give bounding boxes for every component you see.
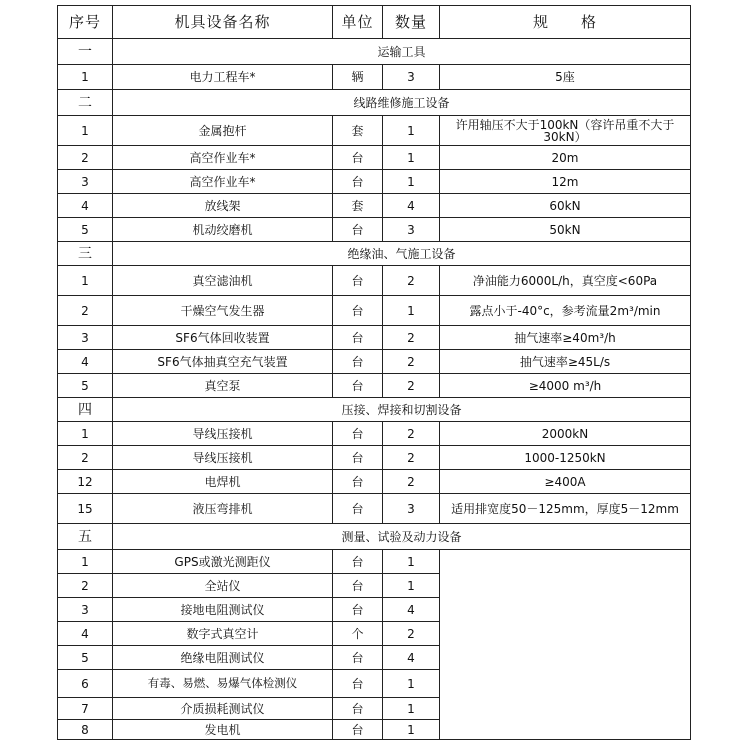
table-row [58,170,691,194]
row-unit: 台 [333,326,383,350]
table-row [58,116,691,146]
row-spec: 露点小于-40°c，参考流量2m³/min [440,296,691,326]
row-unit: 台 [333,146,383,170]
row-name: 绝缘电阻测试仪 [113,646,333,670]
row-unit: 个 [333,622,383,646]
row-unit: 台 [333,266,383,296]
table-row [58,296,691,326]
table-row [58,266,691,296]
row-unit: 台 [333,296,383,326]
row-seq: 2 [58,296,113,326]
row-unit: 套 [333,116,383,146]
table-row [58,374,691,398]
row-qty: 4 [383,598,440,622]
row-unit: 台 [333,646,383,670]
row-name: 电焊机 [113,470,333,494]
row-spec: 1000-1250kN [440,446,691,470]
row-qty: 3 [383,218,440,242]
row-name: 导线压接机 [113,446,333,470]
row-qty: 1 [383,720,440,740]
row-spec: 2000kN [440,422,691,446]
table-row [58,446,691,470]
section-title: 绝缘油、气施工设备 [113,242,691,266]
row-name: 液压弯排机 [113,494,333,524]
row-name: 接地电阻测试仪 [113,598,333,622]
section-number: 四 [58,398,113,422]
row-qty: 4 [383,194,440,218]
row-seq: 15 [58,494,113,524]
table-row [58,326,691,350]
row-qty: 1 [383,574,440,598]
section-title: 线路维修施工设备 [113,90,691,116]
row-qty: 2 [383,622,440,646]
row-qty: 1 [383,670,440,698]
row-seq: 2 [58,446,113,470]
row-seq: 1 [58,266,113,296]
table-row [58,350,691,374]
row-unit: 台 [333,470,383,494]
table-row [58,218,691,242]
row-unit: 台 [333,720,383,740]
row-qty: 3 [383,65,440,90]
row-name: 高空作业车* [113,170,333,194]
row-spec: 抽气速率≥40m³/h [440,326,691,350]
row-unit: 台 [333,670,383,698]
row-seq: 12 [58,470,113,494]
row-unit: 辆 [333,65,383,90]
row-seq: 5 [58,218,113,242]
section-header-row [58,524,691,550]
row-spec: 许用轴压不大于100kN（容许吊重不大于30kN） [440,116,691,146]
row-name: 介质损耗测试仪 [113,698,333,720]
table-row [58,146,691,170]
row-seq: 3 [58,598,113,622]
row-qty: 3 [383,494,440,524]
header-qty: 数量 [383,6,440,39]
row-spec: 60kN [440,194,691,218]
row-unit: 台 [333,422,383,446]
row-seq: 1 [58,550,113,574]
section-number: 二 [58,90,113,116]
row-unit: 台 [333,374,383,398]
row-name: 有毒、易燃、易爆气体检测仪 [113,670,333,698]
row-name: SF6气体抽真空充气装置 [113,350,333,374]
section-title: 压接、焊接和切割设备 [113,398,691,422]
row-qty: 1 [383,146,440,170]
row-name: SF6气体回收装置 [113,326,333,350]
row-spec: 5座 [440,65,691,90]
row-spec: 50kN [440,218,691,242]
row-seq: 3 [58,326,113,350]
section-header-row [58,242,691,266]
row-seq: 4 [58,350,113,374]
table-row [58,550,691,574]
row-seq: 5 [58,374,113,398]
row-name: 数字式真空计 [113,622,333,646]
equipment-table [57,5,691,740]
row-unit: 台 [333,170,383,194]
row-qty: 2 [383,470,440,494]
row-spec: 12m [440,170,691,194]
section-header-row [58,39,691,65]
row-spec: 20m [440,146,691,170]
table-row [58,194,691,218]
row-unit: 台 [333,494,383,524]
table-row [58,422,691,446]
row-unit: 台 [333,550,383,574]
row-seq: 6 [58,670,113,698]
row-spec: 抽气速率≥45L/s [440,350,691,374]
header-unit: 单位 [333,6,383,39]
row-name: 放线架 [113,194,333,218]
row-unit: 台 [333,598,383,622]
row-name: 机动绞磨机 [113,218,333,242]
section-header-row [58,90,691,116]
row-name: 真空泵 [113,374,333,398]
row-seq: 2 [58,146,113,170]
row-unit: 台 [333,350,383,374]
section-title: 运输工具 [113,39,691,65]
header-seq: 序号 [58,6,113,39]
row-seq: 1 [58,116,113,146]
section-number: 一 [58,39,113,65]
row-seq: 5 [58,646,113,670]
row-unit: 台 [333,218,383,242]
row-qty: 1 [383,296,440,326]
row-qty: 2 [383,422,440,446]
row-qty: 2 [383,266,440,296]
row-seq: 4 [58,622,113,646]
section-number: 五 [58,524,113,550]
row-seq: 1 [58,422,113,446]
row-qty: 1 [383,116,440,146]
row-seq: 2 [58,574,113,598]
row-qty: 1 [383,698,440,720]
row-name: 金属抱杆 [113,116,333,146]
row-unit: 台 [333,446,383,470]
row-spec: 净油能力6000L/h，真空度<60Pa [440,266,691,296]
row-name: 高空作业车* [113,146,333,170]
row-spec: ≥400A [440,470,691,494]
table-row [58,494,691,524]
row-qty: 2 [383,446,440,470]
table-row [58,470,691,494]
row-seq: 8 [58,720,113,740]
row-unit: 台 [333,698,383,720]
section-title: 测量、试验及动力设备 [113,524,691,550]
row-seq: 7 [58,698,113,720]
row-name: 真空滤油机 [113,266,333,296]
row-seq: 3 [58,170,113,194]
row-unit: 台 [333,574,383,598]
row-spec [440,550,691,740]
row-name: 电力工程车* [113,65,333,90]
row-unit: 套 [333,194,383,218]
header-spec: 规 格 [440,6,691,39]
row-spec: 适用排宽度50－125mm，厚度5－12mm [440,494,691,524]
row-name: 干燥空气发生器 [113,296,333,326]
table-row [58,65,691,90]
header-row [58,6,691,39]
row-spec: ≥4000 m³/h [440,374,691,398]
header-name: 机具设备名称 [113,6,333,39]
row-name: GPS或激光测距仪 [113,550,333,574]
row-qty: 2 [383,350,440,374]
section-number: 三 [58,242,113,266]
section-header-row [58,398,691,422]
row-seq: 4 [58,194,113,218]
row-qty: 2 [383,326,440,350]
row-name: 发电机 [113,720,333,740]
row-qty: 1 [383,170,440,194]
row-qty: 4 [383,646,440,670]
row-seq: 1 [58,65,113,90]
row-name: 导线压接机 [113,422,333,446]
row-qty: 2 [383,374,440,398]
row-qty: 1 [383,550,440,574]
row-name: 全站仪 [113,574,333,598]
